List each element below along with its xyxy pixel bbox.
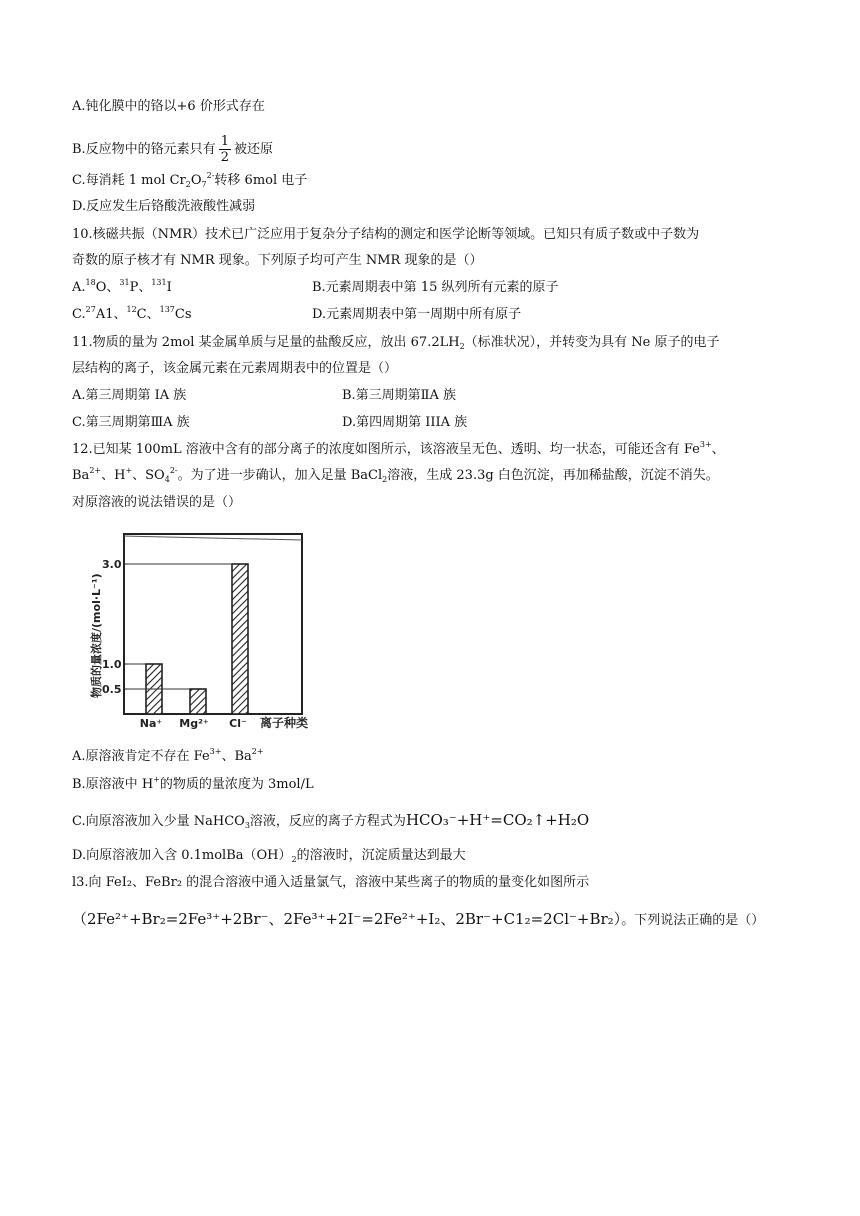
- text: A.原溶液肯定不存在 Fe: [72, 749, 210, 764]
- superscript: 2-: [169, 466, 178, 475]
- subscript: 2: [291, 855, 297, 864]
- subscript: 2: [459, 342, 465, 351]
- q9-option-d: D.反应发生后铬酸洗液酸性减弱: [72, 199, 256, 214]
- superscript: 12: [126, 305, 137, 314]
- q10-stem-line1: 10.核磁共振（NMR）技术已广泛应用于复杂分子结构的测定和医学论断等领域。已知只有质子数或中子数为: [72, 227, 700, 242]
- text: Ba: [72, 468, 90, 483]
- superscript: 27: [85, 305, 96, 314]
- text: 溶液，反应的离子方程式为: [249, 814, 406, 829]
- q9-option-b-tail: 被还原: [233, 142, 273, 157]
- text: Cs: [174, 307, 192, 322]
- y-tick-label-0: 0.5: [102, 683, 122, 696]
- q9-option-c-tail: 转移 6mol 电子: [214, 173, 308, 188]
- q11-stem-line2: 层结构的离子，该金属元素在元素周期表中的位置是（）: [72, 361, 398, 376]
- q13-stem-line2: [72, 910, 764, 930]
- text: 。为了进一步确认，加入足量 BaCl: [177, 468, 383, 483]
- text: 溶液，生成 23.3g 白色沉淀，再加稀盐酸，沉淀不消失。: [387, 468, 719, 483]
- text: O、: [95, 280, 120, 295]
- superscript: 131: [151, 278, 167, 287]
- q12-option-c: [72, 811, 589, 831]
- q11-option-d: D.第四周期第 IIIA 族: [342, 415, 468, 430]
- superscript: 3+: [209, 747, 222, 756]
- text: 、SO: [132, 468, 165, 483]
- superscript: +: [153, 775, 160, 784]
- superscript: +: [125, 466, 133, 475]
- text: A1、: [95, 307, 127, 322]
- bar-1: [190, 689, 206, 714]
- superscript: 3+: [699, 440, 712, 449]
- y-tick-label-2: 3.0: [102, 558, 122, 571]
- y-axis-label: 物质的量浓度/(mol·L⁻¹): [90, 573, 103, 698]
- subscript: 4: [164, 475, 170, 484]
- y-tick-label-1: 1.0: [102, 658, 122, 671]
- text: 的物质的量浓度为 3mol/L: [159, 777, 314, 792]
- fraction-denominator: 2: [220, 150, 229, 165]
- ion-concentration-chart: [84, 528, 334, 736]
- subscript: 7: [201, 180, 207, 189]
- text: D.向原溶液加入含 0.1molBa（OH）: [72, 848, 292, 863]
- q10-stem-line2: 奇数的原子核才有 NMR 现象。下列原子均可产生 NMR 现象的是（）: [72, 253, 483, 268]
- superscript: 2-: [206, 171, 215, 180]
- q12-stem-line1: [72, 441, 725, 459]
- q12-option-d: [72, 847, 466, 865]
- x-axis-label: 离子种类: [260, 716, 309, 730]
- x-category-label-1: Mg²⁺: [179, 717, 209, 730]
- chart-top-edge: [124, 536, 302, 540]
- text: 、: [711, 442, 725, 457]
- text: 11.物质的量为 2mol 某金属单质与足量的盐酸反应，放出 67.2LH: [72, 335, 460, 350]
- q12-option-a: [72, 748, 264, 766]
- q11-option-c: C.第三周期第ⅢA 族: [72, 415, 190, 430]
- text: A.: [72, 280, 86, 295]
- q10-option-b: B.元素周期表中第 15 纵列所有元素的原子: [312, 280, 559, 295]
- text: 、Ba: [221, 749, 252, 764]
- superscript: 2+: [89, 466, 102, 475]
- q11-option-b: B.第三周期第ⅡA 族: [342, 388, 457, 403]
- x-category-label-0: Na⁺: [139, 717, 163, 730]
- x-category-label-2: Cl⁻: [229, 717, 247, 730]
- reaction-equations: （2Fe²⁺+Br₂=2Fe³⁺+2Br⁻、2Fe³⁺+2I⁻=2Fe²⁺+I₂、2Br⁻+C1₂=2Cl⁻+Br₂）: [72, 910, 622, 928]
- q12-stem-line3: 对原溶液的说法错误的是（）: [72, 495, 242, 510]
- text: 的溶液时，沉淀质量达到最大: [296, 848, 466, 863]
- q11-option-a: A.第三周期第 IA 族: [72, 388, 187, 403]
- q13-stem-line1: l3.向 FeI₂、FeBr₂ 的混合溶液中通入适量氯气，溶液中某些离子的物质的量变化如图所示: [72, 875, 590, 890]
- fraction: [219, 134, 231, 165]
- q12-stem-line2: [72, 467, 719, 485]
- q12-option-b: [72, 776, 314, 794]
- q9-option-c-mid: O: [190, 173, 202, 188]
- text: C、: [136, 307, 160, 322]
- text: C.: [72, 307, 86, 322]
- q10-option-c: [72, 306, 192, 324]
- text: B.原溶液中 H: [72, 777, 154, 792]
- text: P、: [129, 280, 152, 295]
- subscript: 2: [185, 180, 191, 189]
- subscript: 2: [382, 475, 388, 484]
- bar-2: [232, 564, 248, 714]
- q10-option-a: [72, 279, 172, 297]
- superscript: 31: [119, 278, 130, 287]
- ionic-equation: HCO₃⁻+H⁺=CO₂↑+H₂O: [405, 811, 590, 829]
- q9-option-c: [72, 172, 307, 190]
- superscript: 18: [85, 278, 96, 287]
- superscript: 137: [159, 305, 175, 314]
- q9-option-c-text: C.每消耗 1 mol Cr: [72, 173, 186, 188]
- text: I: [166, 280, 172, 295]
- superscript: 2+: [251, 747, 264, 756]
- text: 。下列说法正确的是（）: [621, 913, 765, 928]
- q9-option-a: A.钝化膜中的铬以+6 价形式存在: [72, 99, 265, 114]
- q11-stem-line1: [72, 334, 720, 352]
- q9-option-b-text: B.反应物中的铬元素只有: [72, 142, 216, 157]
- text: 、H: [101, 468, 126, 483]
- q10-option-d: D.元素周期表中第一周期中所有原子: [312, 307, 522, 322]
- q9-option-b: [72, 134, 273, 165]
- subscript: 3: [244, 821, 250, 830]
- text: （标准状况），并转变为具有 Ne 原子的电子: [464, 335, 720, 350]
- text: C.向原溶液加入少量 NaHCO: [72, 814, 245, 829]
- text: 12.已知某 100mL 溶液中含有的部分离子的浓度如图所示，该溶液呈无色、透明、均一状态，可能还含有 Fe: [72, 442, 700, 457]
- fraction-numerator: 1: [220, 134, 229, 149]
